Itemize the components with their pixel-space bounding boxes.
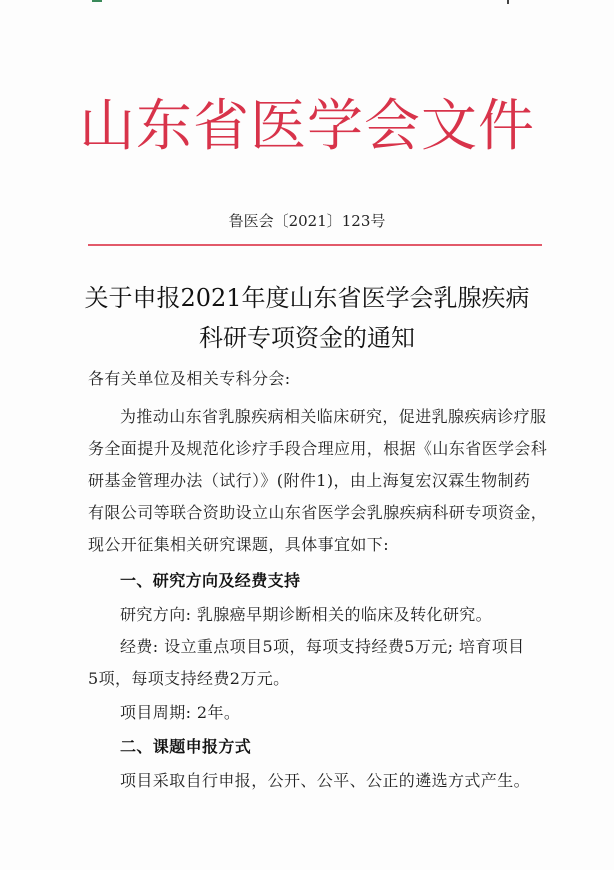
document-masthead: 山东省医学会文件 <box>79 94 535 159</box>
research-direction: 研究方向: 乳腺癌早期诊断相关的临床及转化研究。 <box>120 605 493 624</box>
scan-mark <box>92 0 102 2</box>
body-paragraph-line: 为推动山东省乳腺疾病相关临床研究，促进乳腺疾病诊疗服 <box>120 407 547 426</box>
application-method: 项目采取自行申报，公开、公平、公正的遴选方式产生。 <box>120 771 531 790</box>
funding-line: 5项，每项支持经费2万元。 <box>88 669 290 688</box>
document-number: 鲁医会〔2021〕123号 <box>228 212 386 230</box>
project-period: 项目周期: 2年。 <box>120 703 241 722</box>
body-paragraph-line: 现公开征集相关研究课题，具体事宜如下: <box>88 535 389 554</box>
notice-title-line-2: 科研专项资金的通知 <box>199 324 415 352</box>
section-heading: 二、课题申报方式 <box>120 737 252 756</box>
body-paragraph-line: 有限公司等联合资助设立山东省医学会乳腺疾病科研专项资金， <box>88 503 548 522</box>
body-paragraph-line: 务全面提升及规范化诊疗手段合理应用，根据《山东省医学会科 <box>88 439 548 458</box>
funding-line: 经费: 设立重点项目5项，每项支持经费5万元; 培育项目 <box>120 637 525 656</box>
addressee: 各有关单位及相关专科分会: <box>88 369 291 388</box>
body-paragraph-line: 研基金管理办法（试行）》(附件1)，由上海复宏汉霖生物制药 <box>88 471 531 490</box>
notice-title-line-1: 关于申报2021年度山东省医学会乳腺疾病 <box>84 284 530 312</box>
red-divider-line <box>88 244 542 246</box>
section-heading: 一、研究方向及经费支持 <box>120 571 301 590</box>
scan-mark <box>507 0 509 4</box>
